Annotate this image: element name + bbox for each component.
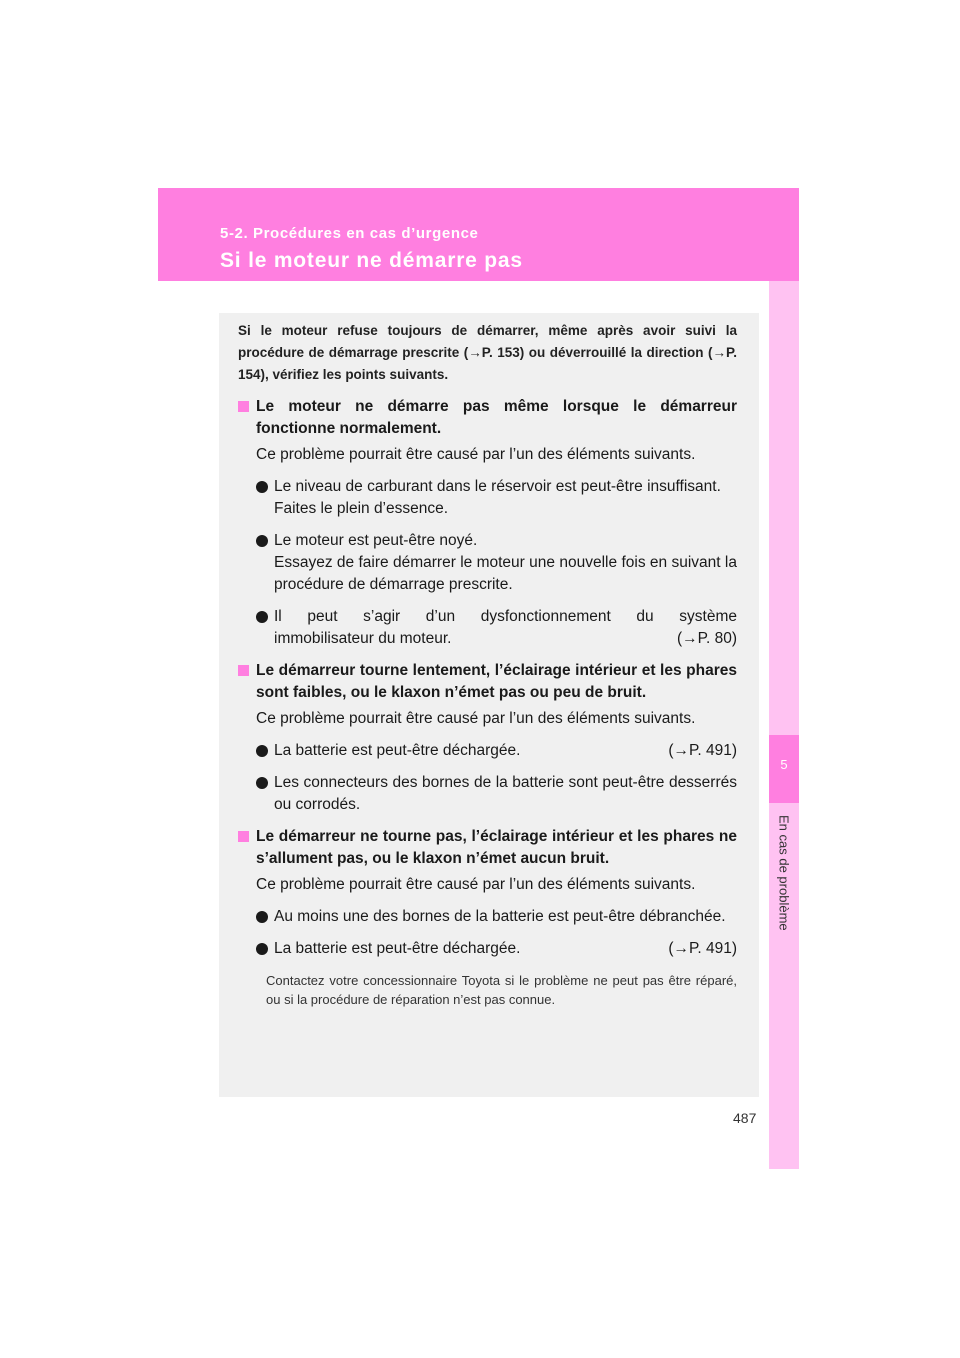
bullet-dot-icon: [256, 911, 268, 923]
section-label: 5-2. Procédures en cas d’urgence: [220, 225, 479, 242]
heading-text: Le moteur ne démarre pas même lorsque le démarreur fonctionne normalement.: [256, 398, 737, 437]
chapter-tab: [769, 735, 799, 803]
list-item: [238, 530, 737, 596]
bullet-dot-icon: [256, 943, 268, 955]
bullet-main: Le niveau de carburant dans le réservoir est peut-être insuffisant.: [274, 478, 721, 495]
list-item: [238, 476, 737, 520]
heading-text: Le démarreur ne tourne pas, l’éclairage intérieur et les phares ne s’allument pas, ou le klaxon n’émet aucun bruit.: [256, 828, 737, 867]
list-item: [238, 938, 737, 960]
list-item: [238, 606, 737, 650]
square-bullet-icon: [238, 665, 249, 676]
bullet-dot-icon: [256, 481, 268, 493]
bullet-main: Au moins une des bornes de la batterie est peut-être débranchée.: [274, 908, 726, 925]
bullet-main-cont: immobilisateur du moteur.: [274, 630, 452, 647]
list-item: [238, 772, 737, 816]
note-text: Contactez votre concessionnaire Toyota si le problème ne peut pas être réparé, ou si la procédure de réparation n’est pas connue.: [266, 973, 737, 1007]
chapter-title: En cas de problème: [776, 815, 792, 931]
section-text: Ce problème pourrait être causé par l’un des éléments suivants.: [256, 710, 696, 727]
section-text: Ce problème pourrait être causé par l’un des éléments suivants.: [256, 446, 696, 463]
list-item: [238, 906, 737, 928]
bullet-dot-icon: [256, 611, 268, 623]
content-box: [219, 313, 759, 1097]
bullet-dot-icon: [256, 745, 268, 757]
intro-text: Si le moteur refuse toujours de démarrer, même après avoir suivi la procédure de démarrage prescrite (→P. 153) ou déverrouillé la direction (→P. 154), vérifiez les points suivants.: [238, 323, 737, 382]
square-bullet-icon: [238, 831, 249, 842]
section-heading: [238, 660, 737, 704]
page-reference: (→P. 80): [676, 630, 737, 647]
bullet-row: [274, 740, 737, 762]
page-title: Si le moteur ne démarre pas: [220, 249, 523, 272]
section-text: Ce problème pourrait être causé par l’un des éléments suivants.: [256, 876, 696, 893]
page-reference: (→P. 491): [668, 940, 737, 957]
chapter-number: 5: [780, 757, 788, 772]
heading-text: Le démarreur tourne lentement, l’éclairage intérieur et les phares sont faibles, ou le klaxon n’émet pas ou peu de bruit.: [256, 662, 737, 701]
page-number: 487: [733, 1110, 757, 1126]
bullet-sub: Faites le plein d’essence.: [274, 500, 449, 517]
square-bullet-icon: [238, 401, 249, 412]
side-strip: [769, 281, 799, 1169]
bullet-dot-icon: [256, 777, 268, 789]
section-header: [158, 188, 799, 281]
bullet-main: La batterie est peut-être déchargée.: [274, 742, 521, 759]
bullet-main: Le moteur est peut-être noyé.: [274, 532, 478, 549]
bullet-row: [274, 938, 737, 960]
bullet-main: Les connecteurs des bornes de la batterie sont peut-être desserrés ou corrodés.: [274, 774, 737, 813]
section-heading: [238, 396, 737, 440]
bullet-sub: Essayez de faire démarrer le moteur une nouvelle fois en suivant la procédure de démarrage prescrite.: [274, 554, 737, 593]
bullet-dot-icon: [256, 535, 268, 547]
page-reference: (→P. 491): [668, 742, 737, 759]
bullet-main: La batterie est peut-être déchargée.: [274, 940, 521, 957]
list-item: [238, 740, 737, 762]
section-heading: [238, 826, 737, 870]
bullet-row: [274, 628, 737, 650]
bullet-main: Il peut s’agir d’un dysfonctionnement du système: [274, 608, 737, 625]
